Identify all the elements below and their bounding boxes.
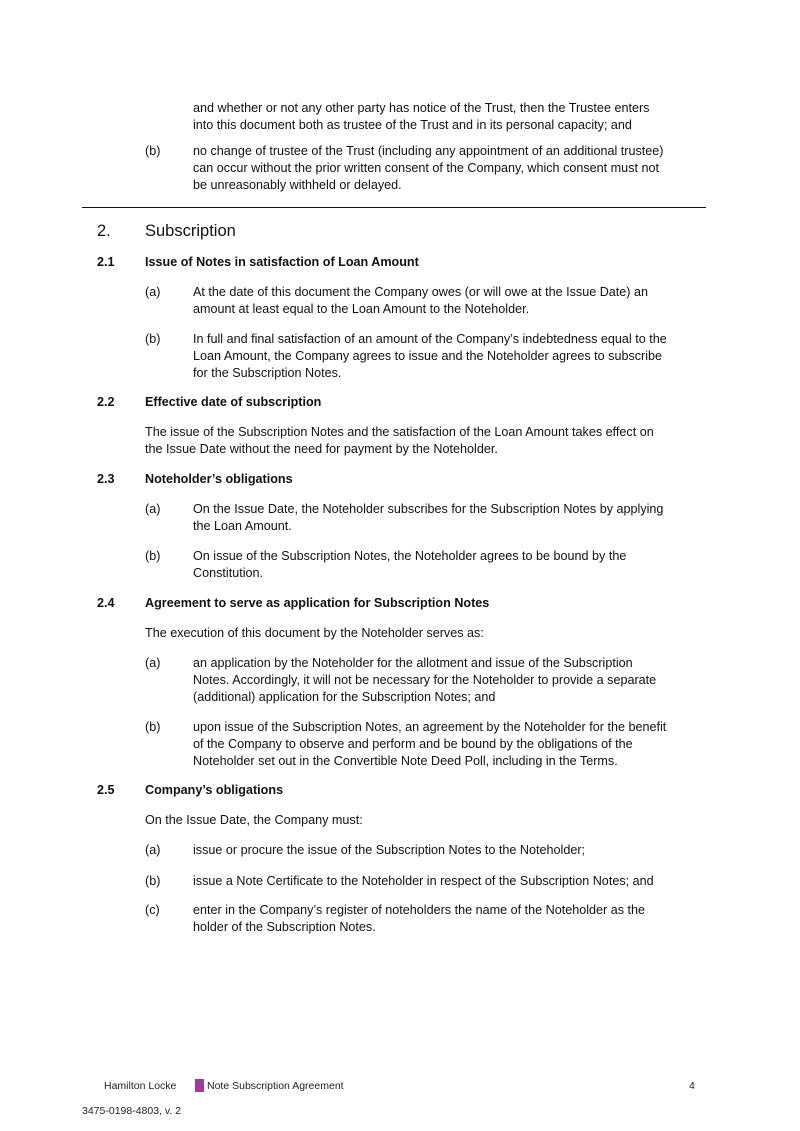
clause-heading — [145, 254, 419, 271]
item-label: (b) — [145, 331, 161, 346]
text-line: no change of trustee of the Trust (including any appointment of an additional trustee) — [193, 143, 664, 158]
footer-color-marker — [195, 1079, 204, 1092]
text-line: Agreement to serve as application for Subscription Notes — [145, 595, 490, 610]
item-label: (b) — [145, 873, 161, 888]
text-line: into this document both as trustee of the Trust and in its personal capacity; and — [193, 117, 632, 132]
list-item-text — [193, 100, 649, 134]
text-line: issue a Note Certificate to the Noteholder in respect of the Subscription Notes; and — [193, 873, 654, 888]
clause-heading — [145, 394, 321, 411]
text-line: of the Company to observe and perform and be bound by the obligations of the — [193, 736, 633, 751]
heading-number: 2. — [97, 222, 111, 240]
text-line: Notes. Accordingly, it will not be necessary for the Noteholder to provide a separate — [193, 672, 657, 687]
text-line: the Loan Amount. — [193, 518, 292, 533]
list-item-text — [193, 902, 645, 936]
text-line: issue or procure the issue of the Subscription Notes to the Noteholder; — [193, 842, 586, 857]
heading-number: 2.5 — [97, 782, 115, 797]
heading-number: 2.2 — [97, 394, 115, 409]
heading-number: 2.1 — [97, 254, 115, 269]
text-line: Issue of Notes in satisfaction of Loan Amount — [145, 254, 419, 269]
text-line: the Issue Date without the need for payment by the Noteholder. — [145, 441, 498, 456]
text-line: can occur without the prior written consent of the Company, which consent must not — [193, 160, 659, 175]
list-item-text — [193, 284, 648, 318]
footer-firm: Hamilton Locke — [104, 1080, 177, 1092]
list-item-text — [193, 655, 656, 706]
text-line: holder of the Subscription Notes. — [193, 919, 376, 934]
text-line: be unreasonably withheld or delayed. — [193, 177, 402, 192]
list-item-text — [193, 548, 626, 582]
item-label: (a) — [145, 655, 161, 670]
text-line: amount at least equal to the Loan Amount to the Noteholder. — [193, 301, 530, 316]
text-line: On issue of the Subscription Notes, the Noteholder agrees to be bound by the — [193, 548, 627, 563]
text-line: On the Issue Date, the Noteholder subscribes for the Subscription Notes by applying — [193, 501, 664, 516]
list-item-text — [193, 501, 663, 535]
text-line: upon issue of the Subscription Notes, an agreement by the Noteholder for the benefit — [193, 719, 667, 734]
clause-heading — [145, 595, 489, 612]
text-line: At the date of this document the Company owes (or will owe at the Issue Date) an — [193, 284, 649, 299]
list-item-text — [193, 143, 663, 194]
paragraph — [145, 625, 484, 642]
text-line: Company’s obligations — [145, 782, 284, 797]
footer-doc-title: Note Subscription Agreement — [207, 1080, 344, 1092]
text-line: enter in the Company’s register of noteholders the name of the Noteholder as the — [193, 902, 646, 917]
list-item-text — [193, 873, 654, 890]
page-number: 4 — [689, 1080, 695, 1092]
item-label: (a) — [145, 842, 161, 857]
list-item-text — [193, 331, 667, 382]
text-line: Loan Amount, the Company agrees to issue and the Noteholder agrees to subscribe — [193, 348, 663, 363]
clause-heading — [145, 471, 293, 488]
text-line: and whether or not any other party has notice of the Trust, then the Trustee enters — [193, 100, 650, 115]
text-line: for the Subscription Notes. — [193, 365, 342, 380]
item-label: (b) — [145, 719, 161, 734]
text-line: The issue of the Subscription Notes and the satisfaction of the Loan Amount takes effect on — [145, 424, 654, 439]
footer-doc-id: 3475-0198-4803, v. 2 — [82, 1105, 182, 1117]
text-line: an application by the Noteholder for the allotment and issue of the Subscription — [193, 655, 633, 670]
text-line: The execution of this document by the Noteholder serves as: — [145, 625, 484, 640]
text-line: On the Issue Date, the Company must: — [145, 812, 363, 827]
heading-number: 2.4 — [97, 595, 115, 610]
text-line: (additional) application for the Subscription Notes; and — [193, 689, 496, 704]
item-label: (a) — [145, 284, 161, 299]
text-line: In full and final satisfaction of an amount of the Company’s indebtedness equal to the — [193, 331, 667, 346]
text-line: Effective date of subscription — [145, 394, 322, 409]
item-label: (c) — [145, 902, 160, 917]
paragraph — [145, 812, 363, 829]
text-line: Constitution. — [193, 565, 264, 580]
text-line: Subscription — [145, 222, 236, 240]
heading-number: 2.3 — [97, 471, 115, 486]
paragraph — [145, 424, 654, 458]
text-line: Noteholder set out in the Convertible Note Deed Poll, including in the Terms. — [193, 753, 618, 768]
item-label: (a) — [145, 501, 161, 516]
clause-heading — [145, 782, 283, 799]
text-line: Noteholder’s obligations — [145, 471, 293, 486]
item-label: (b) — [145, 548, 161, 563]
item-label: (b) — [145, 143, 161, 158]
section-heading — [145, 221, 236, 241]
section-divider — [82, 207, 706, 208]
list-item-text — [193, 842, 585, 859]
list-item-text — [193, 719, 666, 770]
